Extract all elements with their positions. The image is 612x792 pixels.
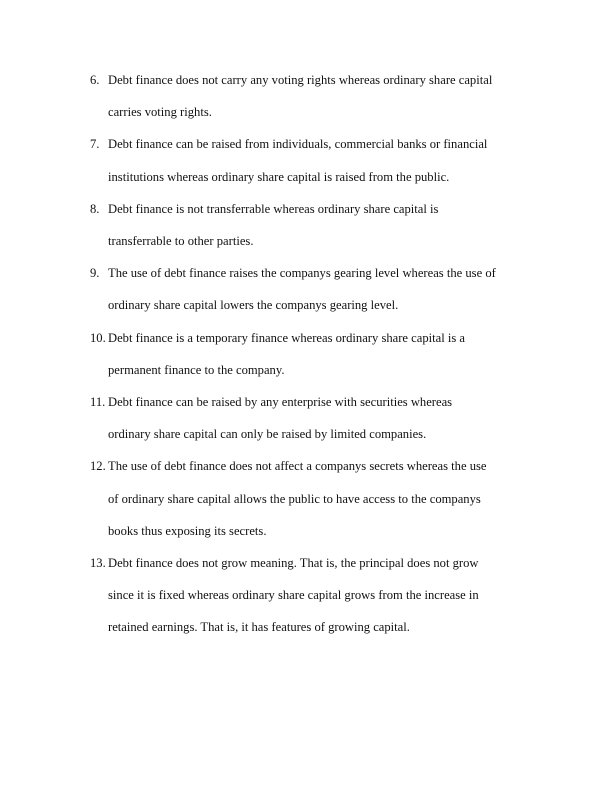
list-item-text-line: Debt finance can be raised from individuals, commercial banks or financial: [108, 137, 488, 152]
list-item-text-line: since it is fixed whereas ordinary share capital grows from the increase in: [108, 588, 479, 603]
list-item-text-line: Debt finance is a temporary finance whereas ordinary share capital is a: [108, 330, 466, 345]
list-item: [90, 450, 560, 547]
list-item-text-line: ordinary share capital can only be raised by limited companies.: [108, 427, 427, 442]
numbered-list: [90, 64, 560, 644]
list-item-text-line: The use of debt finance raises the companys gearing level whereas the use of: [108, 266, 496, 281]
list-item: [90, 128, 560, 192]
list-item-number: 10.: [90, 330, 106, 345]
list-item-text-line: institutions whereas ordinary share capital is raised from the public.: [108, 169, 450, 184]
list-item-text-line: transferrable to other parties.: [108, 234, 254, 249]
list-item-number: 13.: [90, 556, 106, 571]
list-item-number: 6.: [90, 73, 100, 87]
list-item-text-line: books thus exposing its secrets.: [108, 523, 267, 538]
list-item: [90, 547, 560, 644]
list-item-text-line: Debt finance does not grow meaning. That is, the principal does not grow: [108, 556, 479, 571]
list-item-number: 11.: [90, 395, 106, 410]
list-item-text-line: Debt finance is not transferrable whereas ordinary share capital is: [108, 201, 439, 216]
list-item-text-line: of ordinary share capital allows the public to have access to the companys: [108, 491, 481, 506]
list-item-text-line: ordinary share capital lowers the companys gearing level.: [108, 298, 399, 313]
list-item-number: 9.: [90, 266, 100, 281]
list-item-number: 12.: [90, 459, 106, 474]
list-item-text-line: carries voting rights.: [108, 105, 212, 120]
list-item: [90, 64, 560, 128]
list-item-number: 8.: [90, 201, 100, 216]
list-item-number: 7.: [90, 137, 100, 152]
list-item: [90, 386, 560, 450]
list-item-text-line: Debt finance can be raised by any enterprise with securities whereas: [108, 395, 453, 410]
list-item-text-line: Debt finance does not carry any voting rights whereas ordinary share capital: [108, 73, 493, 87]
list-item-text-line: permanent finance to the company.: [108, 362, 285, 377]
list-item-text-line: The use of debt finance does not affect a companys secrets whereas the use: [108, 459, 487, 474]
list-item-text-line: retained earnings. That is, it has features of growing capital.: [108, 620, 410, 635]
list-item: [90, 322, 560, 386]
list-item: [90, 193, 560, 257]
list-item: [90, 257, 560, 321]
